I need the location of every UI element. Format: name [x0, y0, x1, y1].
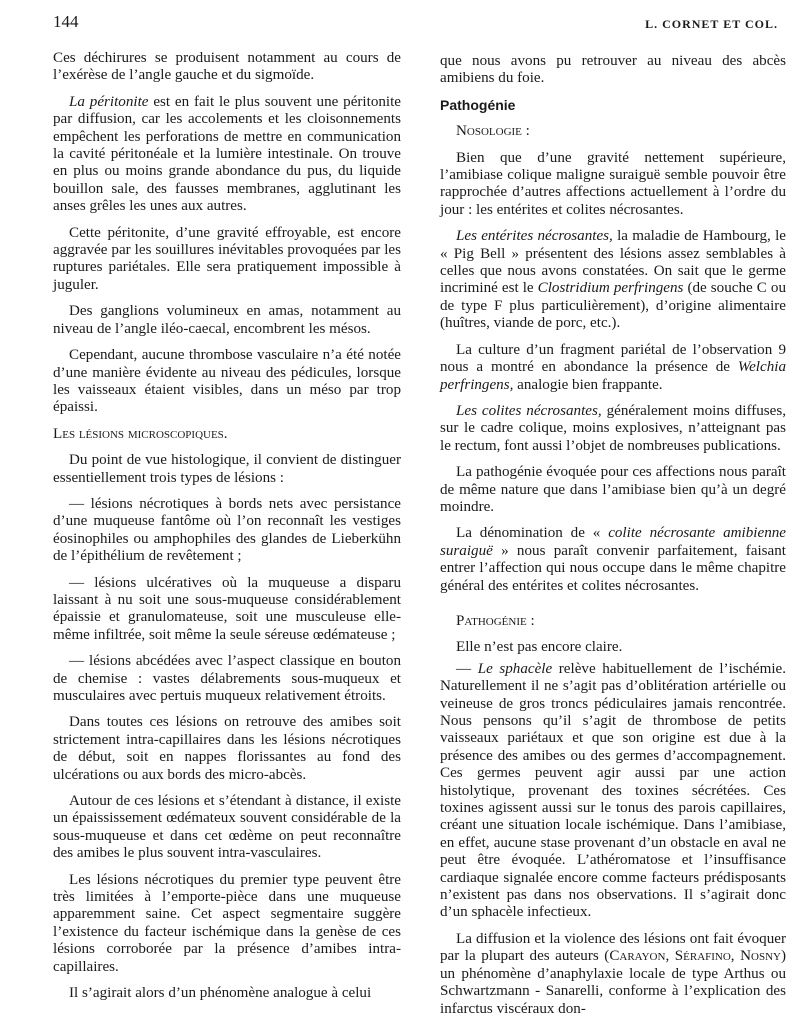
paragraph: — lésions ulcératives où la muqueuse a disparu laissant à nu soit une sous-muqueuse considérablement épaissie et granulomateuse, soit une musculeuse elle-même infiltrée, soit même la seule séreuse œdémateuse ; — [53, 574, 401, 643]
paragraph: La pathogénie évoquée pour ces affections nous paraît de même nature que dans l’amibiase bien qu’à un degré moindre. — [440, 464, 786, 515]
paragraph: Bien que d’une gravité nettement supérieure, l’amibiase colique maligne suraiguë semble pouvoir être rapprochée d’autres affections actuellement à l’ordre du jour : les entérites et colites nécrosantes. — [440, 149, 786, 218]
paragraph-text: (de souche C ou de type F plus particulièrement), d’origine alimentaire (huîtres, viande de porc, etc.). — [440, 280, 786, 332]
paragraph-text: » nous paraît convenir parfaitement, faisant entrer l’affection qui nous occupe dans le même chapitre général des entérites et colites nécrosantes. — [440, 542, 786, 594]
paragraph-text: relève habituellement de l’ischémie. Naturellement il ne s’agit pas d’oblitération artérielle ou veineuse de gros troncs pédiculaires jamais rencontrée. Nous pensons qu’il s’agit de thrombose de petits vaisseaux pariétaux et que son origine est due à la présence des amibes ou des germes d’accompagnement. Ces germes peuvent agir aussi par une action histolytique, provenant des toxines sécrétées. Ces toxines agissent aussi sur le tonus des parois capillaires, créant une situation locale ischémique. Dans l’amibiase, en effet, aucune stase provenant d’un obstacle en aval ne peut être évoquée. L’athéromatose et l’insuffisance cardiaque signalée encore comme facteurs prédisposants n’existent pas dans nos observations. Il s’agirait donc d’un sphacèle infectieux. — [440, 660, 786, 921]
paragraph — [440, 403, 786, 455]
paragraph: Cependant, aucune thrombose vasculaire n’a été notée d’une manière évidente au niveau des pédicules, lorsque les vaisseaux étaient visibles, dans un méso par trop épaissi. — [53, 347, 401, 416]
section-heading: Les lésions microscopiques. — [53, 425, 228, 442]
page-number: 144 — [53, 12, 79, 31]
paragraph: Du point de vue histologique, il convient de distinguer essentiellement trois types de lésions : — [53, 452, 401, 486]
paragraph — [440, 228, 786, 332]
italic-term: Welchia perfringens, — [440, 359, 786, 393]
paragraph — [440, 931, 786, 1018]
paragraph: Il s’agirait alors d’un phénomène analogue à celui — [69, 985, 372, 1002]
author-names: Carayon, Sérafino, Nosny — [609, 948, 781, 965]
paragraph-text: analogie bien frappante. — [513, 376, 663, 393]
paragraph: Autour de ces lésions et s’étendant à distance, il existe un épaississement œdémateux souvent considérable de la sous-muqueuse et dans cet œdème on peut reconnaître des amibes le plus souvent intra-vasculaires. — [53, 793, 401, 862]
italic-term: Le sphacèle — [477, 660, 553, 677]
paragraph — [440, 525, 786, 595]
italic-term: Clostridium perfringens — [537, 280, 684, 297]
right-column — [440, 53, 786, 1018]
paragraph: — lésions nécrotiques à bords nets avec persistance d’une muqueuse fantôme où l’on reconnaît les vestiges éosinophiles ou amphophiles des glandes de Lieberkühn de l’épithélium de revêtement ; — [53, 495, 401, 565]
paragraph-text: ) un phénomène d’anaphylaxie locale de type Arthus ou Schwartzmann - Sanarelli, conforme à l’explication des infarctus viscéraux don- — [440, 948, 786, 1017]
paragraph: — lésions abcédées avec l’aspect classique en bouton de chemise : vastes délabrements sous-muqueux et musculaires avec pertuis muqueux relativement étroits. — [53, 653, 401, 704]
paragraph: que nous avons pu retrouver au niveau des abcès amibiens du foie. — [440, 53, 786, 87]
running-title: L. CORNET ET COL. — [645, 17, 778, 31]
paragraph: Cette péritonite, d’une gravité effroyable, est encore aggravée par les souillures inévitables provoquées par les ruptures pariétales. Elle sera pratiquement impossible à juguler. — [53, 224, 401, 293]
paragraph-text: La diffusion et la violence des lésions ont fait évoquer par la plupart des auteurs ( — [440, 930, 786, 965]
paragraph-text: — — [456, 660, 478, 677]
italic-term: Les colites nécrosantes, — [456, 402, 602, 419]
paragraph-text: La culture d’un fragment pariétal de l’observation 9 nous a montré en abondance la présence de — [440, 341, 786, 376]
paragraph-text: la maladie de Hambourg, le « Pig Bell » présentent des lésions assez semblables à celles que nous avons constatées. On sait que le germe incriminé est le — [440, 228, 786, 297]
left-column — [53, 50, 401, 1003]
paragraph-text: La dénomination de « — [456, 525, 609, 542]
section-heading: Pathogénie — [440, 96, 516, 113]
paragraph: Dans toutes ces lésions on retrouve des amibes soit strictement intra-capillaires dans les lésions nécrotiques de début, soit en nappes florissantes au fond des ulcérations ou aux bords des micro-abcès. — [53, 714, 401, 783]
paragraph-text: est en fait le plus souvent une péritonite par diffusion, car les accolements et les cloisonnements empêchent les perforations de mettre en communication la cavité péritonéale et la lumière intestinale. On trouve en plus ou moins grande abondance du pus, du liquide bouillon sale, des fausses membranes, agglutinant les anses grêles les unes aux autres. — [53, 93, 401, 215]
paragraph-text: généralement moins diffuses, sur le cadre colique, moins explosives, n’atteignant pas le rectum, font aussi l’objet de nombreuses publications. — [440, 402, 786, 454]
italic-term: Les entérites nécrosantes, — [456, 228, 613, 245]
subsection-label: Nosologie : — [456, 123, 530, 140]
paragraph: Elle n’est pas encore claire. — [456, 639, 623, 656]
italic-term: La péritonite — [69, 93, 149, 110]
paragraph: Les lésions nécrotiques du premier type peuvent être très limitées à l’emporte-pièce dans une muqueuse apparemment saine. Cet aspect segmentaire suggère l’existence du facteur ischémique dans la genèse de ces lésions corroborée par la présence d’amibes intra-capillaires. — [53, 871, 401, 975]
italic-term: colite nécrosante amibienne suraiguë — [440, 525, 786, 559]
paragraph: Ces déchirures se produisent notamment au cours de l’exérèse de l’angle gauche et du sigmoïde. — [53, 50, 401, 84]
subsection-label: Pathogénie : — [456, 612, 535, 629]
paragraph — [53, 94, 401, 216]
paragraph — [440, 661, 786, 922]
paragraph — [440, 342, 786, 394]
paragraph: Des ganglions volumineux en amas, notamment au niveau de l’angle iléo-caecal, encombrent les mésos. — [53, 303, 401, 337]
